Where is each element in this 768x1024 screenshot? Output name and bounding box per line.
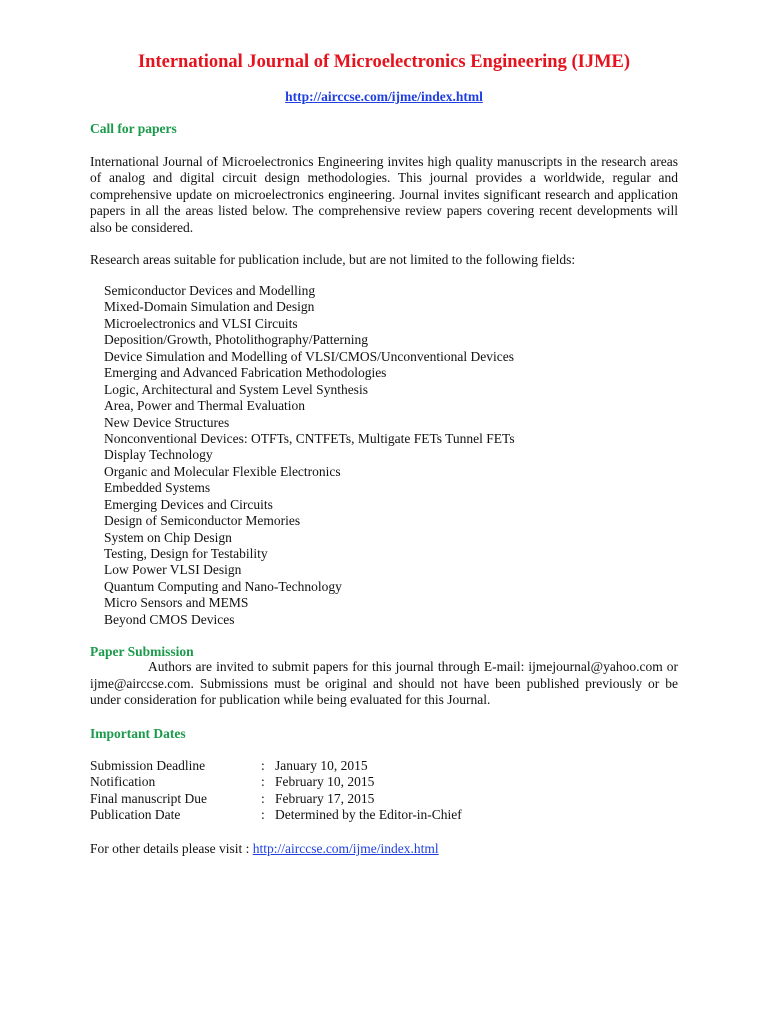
research-area-item: Design of Semiconductor Memories xyxy=(104,513,301,529)
date-separator: : xyxy=(261,758,265,773)
date-value: January 10, 2015 xyxy=(275,758,368,773)
date-value: Determined by the Editor-in-Chief xyxy=(275,807,462,823)
research-area-item: Low Power VLSI Design xyxy=(104,562,242,578)
research-area-item: System on Chip Design xyxy=(104,529,232,545)
date-value: February 17, 2015 xyxy=(275,790,375,806)
research-area-item: Testing, Design for Testability xyxy=(104,546,268,561)
journal-url-link[interactable]: http://airccse.com/ijme/index.html xyxy=(285,89,483,104)
date-row xyxy=(90,791,462,807)
paper-submission-text: Authors are invited to submit papers for this journal through E-mail: ijmejournal@yahoo.com or ijme@airccse.com. Submissions must be original and should not have been published previously or be under consideration for publication while being evaluated for this Journal. xyxy=(90,659,678,708)
research-area-item: Emerging and Advanced Fabrication Methodologies xyxy=(104,365,387,381)
paper-submission-heading: Paper Submission xyxy=(90,644,194,659)
research-area-item: Device Simulation and Modelling of VLSI/CMOS/Unconventional Devices xyxy=(104,348,514,364)
date-row xyxy=(90,758,462,774)
journal-title: International Journal of Microelectronics Engineering (IJME) xyxy=(137,52,631,72)
footer-details xyxy=(90,840,439,857)
date-label: Submission Deadline xyxy=(90,758,206,773)
important-dates-heading: Important Dates xyxy=(90,726,186,741)
research-areas-intro: Research areas suitable for publication include, but are not limited to the following fields: xyxy=(90,252,576,267)
footer-text: For other details please visit : xyxy=(90,841,253,856)
journal-url xyxy=(90,88,678,105)
date-row xyxy=(90,807,462,823)
call-for-papers-body: International Journal of Microelectronics Engineering invites high quality manuscripts in the research areas of analog and digital circuit design methodologies. This journal provides a worldwide, regular and comprehensive update on microelectronics engineering. Journal invites significant research and application papers in all the areas listed below. The comprehensive review papers covering recent developments will also be considered. xyxy=(90,154,678,235)
date-row xyxy=(90,774,462,790)
research-area-item: Beyond CMOS Devices xyxy=(104,611,235,627)
research-area-item: Mixed-Domain Simulation and Design xyxy=(104,299,315,315)
important-dates-table xyxy=(90,758,462,824)
research-area-item: Deposition/Growth, Photolithography/Patterning xyxy=(104,332,368,348)
research-area-item: Nonconventional Devices: OTFTs, CNTFETs, Multigate FETs Tunnel FETs xyxy=(104,430,515,446)
footer-url-link[interactable]: http://airccse.com/ijme/index.html xyxy=(252,841,439,856)
research-area-item: Semiconductor Devices and Modelling xyxy=(104,283,316,298)
research-area-item: Logic, Architectural and System Level Synthesis xyxy=(104,381,368,397)
call-for-papers-heading: Call for papers xyxy=(90,121,177,136)
paper-submission-body xyxy=(90,659,678,709)
date-label: Publication Date xyxy=(90,807,181,823)
research-area-item: Embedded Systems xyxy=(104,480,211,496)
research-area-item: Emerging Devices and Circuits xyxy=(104,496,273,512)
research-area-item: Microelectronics and VLSI Circuits xyxy=(104,315,298,331)
research-area-item: New Device Structures xyxy=(104,414,230,430)
date-label: Final manuscript Due xyxy=(90,790,207,806)
research-area-item: Organic and Molecular Flexible Electronics xyxy=(104,463,341,479)
research-areas-list xyxy=(104,283,515,628)
research-area-item: Micro Sensors and MEMS xyxy=(104,595,249,611)
date-separator: : xyxy=(261,774,265,790)
date-separator: : xyxy=(261,807,265,823)
research-area-item: Quantum Computing and Nano-Technology xyxy=(104,578,342,594)
date-separator: : xyxy=(261,790,265,806)
date-value: February 10, 2015 xyxy=(275,774,375,790)
research-area-item: Area, Power and Thermal Evaluation xyxy=(104,398,306,414)
date-label: Notification xyxy=(90,774,156,790)
research-area-item: Display Technology xyxy=(104,447,213,463)
